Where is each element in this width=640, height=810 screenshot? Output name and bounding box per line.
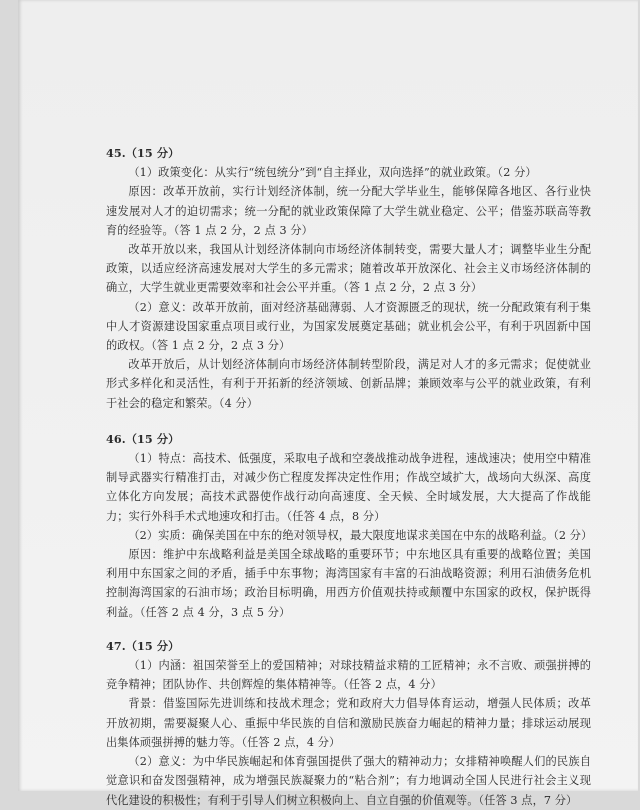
document-page <box>18 0 638 807</box>
section-spacer <box>106 413 591 430</box>
q46-paragraph-2: （2）实质：确保美国在中东的绝对领导权，最大限度地谋求美国在中东的战略利益。（2 分） <box>128 528 593 542</box>
question-45-section <box>106 144 591 413</box>
q45-paragraph-1: （1）政策变化：从实行“统包统分”到“自主择业，双向选择”的就业政策。（2 分） <box>128 166 537 180</box>
q47-paragraph-1: （1）内涵：祖国荣誉至上的爱国精神；对球技精益求精的工匠精神；永不言败、顽强拼搏的竞争精神；团队协作、共创辉煌的集体精神等。（任答 2 点，4 分） <box>106 659 591 692</box>
question-46-section <box>106 430 591 622</box>
q47-paragraph-2: 背景：借鉴国际先进训练和技战术理念；党和政府大力倡导体育运动，增强人民体质；改革开放初期，需要凝聚人心、重振中华民族的自信和激励民族奋力崛起的精神力量；排球运动展现出集体顽强拼搏的魅力等。（任答 2 点，4 分） <box>106 697 591 749</box>
q46-paragraph-3: 原因：维护中东战略利益是美国全球战略的重要环节；中东地区具有重要的战略位置；美国利用中东国家之间的矛盾，插手中东事物；海湾国家有丰富的石油战略资源；利用石油债务危机控制海湾国家的石油市场；政治目标明确，用西方价值观扶持或颠覆中东国家的政权，保护既得利益。（任答 2 点 4 分，3 点 5 分） <box>106 548 591 619</box>
q45-paragraph-5: 改革开放后，从计划经济体制向市场经济体制转型阶段，满足对人才的多元需求；促使就业形式多样化和灵活性，有利于开拓新的经济领域、创新品牌；兼顾效率与公平的就业政策，有利于社会的稳定和繁荣。（4 分） <box>106 358 591 410</box>
q45-paragraph-2: 原因：改革开放前，实行计划经济体制，统一分配大学毕业生，能够保障各地区、各行业快速发展对人才的迫切需求；统一分配的就业政策保障了大学生就业稳定、公平；借鉴苏联高等教育的经验等。（答 1 点 2 分，2 点 3 分） <box>106 185 591 237</box>
q45-paragraph-3: 改革开放以来，我国从计划经济体制向市场经济体制转变，需要大量人才；调整毕业生分配政策，以适应经济高速发展对大学生的多元需求；随着改革开放深化、社会主义市场经济体制的确立，大学生就业更需要效率和社会公平并重。（答 1 点 2 分，2 点 3 分） <box>106 243 591 295</box>
q45-paragraph-4: （2）意义：改革开放前，面对经济基础薄弱、人才资源匮乏的现状，统一分配政策有利于集中人才资源建设国家重点项目或行业，为国家发展奠定基础；就业机会公平，有利于巩固新中国的政权。（答 1 点 2 分，2 点 3 分） <box>106 300 591 353</box>
question-47-title: 47.（15 分） <box>106 638 180 653</box>
question-46-title: 46.（15 分） <box>106 431 180 446</box>
q46-paragraph-1: （1）特点：高技术、低强度，采取电子战和空袭战推动战争进程，速战速决；使用空中精准制导武器实行精准打击，对减少伤亡程度发挥决定性作用；作战空域扩大，战场向大纵深、高度立体化方向发展；高技术武器使作战行动向高速度、全天候、全时域发展，大大提高了作战能力；实行外科手术式地速攻和打击。（任答 4 点，8 分） <box>106 452 591 523</box>
question-45-title: 45.（15 分） <box>106 146 180 160</box>
q47-paragraph-3: （2）意义：为中华民族崛起和体育强国提供了强大的精神动力；女排精神唤醒人们的民族自觉意识和奋发图强精神，成为增强民族凝聚力的“粘合剂”；有力地调动全国人民进行社会主义现代化建设的积极性；有利于引导人们树立积极向上、自立自强的价值观等。（任答 3 点，7 分） <box>106 755 591 807</box>
question-47-section <box>106 637 591 810</box>
answer-content <box>106 144 591 810</box>
section-spacer <box>106 622 591 637</box>
